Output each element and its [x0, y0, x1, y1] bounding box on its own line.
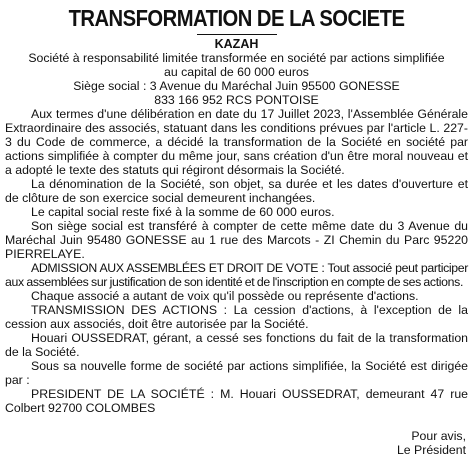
paragraph-admission-voting: ADMISSION AUX ASSEMBLÉES ET DROIT DE VOTE : Tout associé peut participer aux assemblées sur justification de son identité et de l'inscription en compte de ses actions. — [5, 261, 468, 289]
paragraph-capital: Le capital social reste fixé à la somme de 60 000 euros. — [31, 205, 335, 219]
registered-office: Siège social : 3 Avenue du Maréchal Juin 95500 GONESSE — [73, 79, 400, 93]
paragraph-votes: Chaque associé a autant de voix qu'il possède ou représente d'actions. — [31, 289, 419, 303]
president-statement: PRESIDENT DE LA SOCIÉTÉ : M. Houari OUSSEDRAT, demeurant 47 rue Colbert 92700 COLOMBES — [5, 387, 468, 415]
notice-title: TRANSFORMATION DE LA SOCIETE — [68, 5, 405, 31]
paragraph-head-office-transfer: Son siège social est transféré à compter de cette même date du 3 Avenue du Maréchal Juin 95480 GONESSE au 1 rue des Marcots - ZI Chemin du Parc 95220 PIERRELAYE. — [5, 219, 468, 261]
paragraph-share-transfer: TRANSMISSION DES ACTIONS : La cession d'actions, à l'exception de la cession aux associés, doit être autorisée par la Société. — [5, 303, 468, 331]
paragraph-new-form: Sous sa nouvelle forme de société par actions simplifiée, la Société est dirigée par : — [5, 359, 468, 387]
signoff-text: Pour avis, — [411, 429, 466, 443]
signatory-text: Le Président — [396, 443, 466, 457]
paragraph-unchanged-items: La dénomination de la Société, son objet, sa durée et les dates d'ouverture et de clôture de son exercice social demeurent inchangées. — [5, 177, 468, 205]
company-name: KAZAH — [214, 37, 259, 51]
title-divider — [197, 34, 277, 35]
rcs-number: 833 166 952 RCS PONTOISE — [154, 93, 319, 107]
paragraph-manager-resignation: Houari OUSSEDRAT, gérant, a cessé ses fonctions du fait de la transformation de la Société. — [5, 331, 468, 359]
company-form: Société à responsabilité limitée transformée en société par actions simplifiée — [28, 51, 445, 65]
signature-block — [5, 429, 468, 457]
paragraph-deliberation: Aux termes d'une délibération en date du 17 Juillet 2023, l'Assemblée Générale Extraordinaire des associés, statuant dans les conditions prévues par l'article L. 227-3 du Code de commerce, a décidé la transformation de la Société en société par actions simplifiée à compter du même jour, sans création d'un être moral nouveau et a adopté le texte des statuts qui régiront désormais la Société. — [5, 107, 468, 177]
company-capital: au capital de 60 000 euros — [164, 65, 309, 79]
